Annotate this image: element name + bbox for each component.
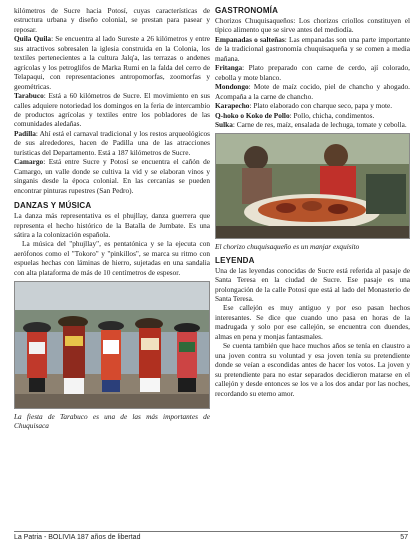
- entry-term: Mondongo: [215, 82, 249, 92]
- entry-text: : Pollo, chicha, condimentos.: [289, 110, 375, 120]
- empanadas-entry: [215, 35, 410, 63]
- tarabuco-entry: [14, 91, 210, 129]
- entry-text: : Está a 60 kilómetros de Sucre. El movimiento en sus calles adquiere notoriedad los domingos en la feria de intercambio de productos agrícolas y textiles entre los pobladores de las comunidades aledañas.: [14, 91, 210, 129]
- karapecho-entry: [215, 101, 410, 110]
- entry-text: : Está entre Sucre y Potosí se encuentra el cañón de Camargo, un valle donde se cultiva la vid y se elaboran vinos y singanis desde la época colonial. En las cercanías se pueden encontrar pinturas rupestres (San Pedro).: [14, 157, 210, 195]
- gastronomia-intro: Chorizos Chuquisaqueños: Los chorizos criollos constituyen el típico alimento que se sirve antes del mediodía.: [215, 16, 410, 35]
- left-column: [14, 6, 210, 431]
- page-footer: [14, 531, 408, 541]
- entry-term: Karapecho: [215, 101, 250, 111]
- fritanga-entry: [215, 63, 410, 82]
- publication-name: La Patria - BOLIVIA 187 años de libertad: [14, 534, 141, 541]
- leyenda-heading: LEYENDA: [215, 255, 255, 265]
- right-column: [215, 6, 410, 398]
- entry-term: Fritanga: [215, 63, 243, 73]
- entry-text: : Se encuentra al lado Sureste a 26 kilómetros y entre sus atractivos sobresalen la iglesia construida en la Colonia, los textiles pertenecientes a la cultura Jalq'a, las terrazas o andenes agrícolas y los petroglifos de Marka Rumi en la falda del cerro de Telapaqui, con representaciones antropomorfas, zoomorfas y geométricas.: [14, 34, 210, 91]
- entry-text: : Las empanadas son una parte importante de la tradicional gastronomía chuquisaqueña y se comen a media mañana.: [215, 34, 410, 63]
- chorizo-photo: [215, 133, 410, 239]
- qhoko-entry: [215, 111, 410, 120]
- entry-text: : Plato preparado con carne de cerdo, ají colorado, cebolla y mote blanco.: [215, 63, 410, 82]
- sulka-entry: [215, 120, 410, 129]
- entry-text: : Carne de res, maíz, ensalada de lechuga, tomate y cebolla.: [232, 119, 407, 129]
- entry-term: Padilla: [14, 128, 36, 138]
- entry-term: Tarabuco: [14, 91, 44, 101]
- tarabuco-festival-photo: [14, 281, 210, 409]
- page-number: 57: [400, 534, 408, 541]
- musica-paragraph: La música del "phujllay", es pentatónica y se la ejecuta con aerófonos como el "Tokoro" y "pinkillos", se marca su ritmo con espuelas hechas con láminas de hierro, sujetadas en una sandalia con alta plataforma de más de 10 centímetros de espesor.: [14, 239, 210, 277]
- padilla-entry: [14, 129, 210, 157]
- tarabuco-festival-illustration: [15, 282, 209, 408]
- photo-caption: La fiesta de Tarabuco es una de las más importantes de Chuquisaca: [14, 412, 210, 431]
- danzas-paragraph: La danza más representativa es el phujllay, danza guerrera que representa el hecho histórico de la Batalla de Jumbate. Es una sátira a la colonización española.: [14, 211, 210, 239]
- leyenda-paragraph-1: Una de las leyendas conocidas de Sucre está referida al pasaje de Santa Teresa en la ciudad de Sucre. Ese pasaje es una prolongación de la calle Potosí que está al lado del Monasterio de Santa Teresa.: [215, 265, 410, 303]
- entry-term: Sulka: [215, 119, 233, 129]
- mondongo-entry: [215, 82, 410, 101]
- entry-term: Camargo: [14, 157, 44, 167]
- intro-paragraph: kilómetros de Sucre hacia Potosí, cuyas características de estructura urbana y diseño colonial, se prestan para pasear y reposar.: [14, 6, 210, 34]
- entry-term: Empanadas o salteñas: [215, 34, 285, 44]
- gastronomia-heading: GASTRONOMÍA: [215, 6, 279, 15]
- chorizo-vendor-illustration: [216, 134, 409, 238]
- quila-quila-entry: [14, 34, 210, 91]
- entry-text: : Plato elaborado con charque seco, papa y mote.: [249, 101, 393, 111]
- entry-text: : Ahí está el carnaval tradicional y los restos arqueológicos de sus alrededores, hacen de Padilla una de las atracciones turísticas del Departamento. Está a 187 kilómetros de Sucre.: [14, 128, 210, 157]
- leyenda-paragraph-2: Ese callejón es muy antiguo y por eso pasan hechos interesantes. Se dice que cuando uno pasa en horas de la madrugada y solo por ese callejón, se encuentra con duendes, almas en pena y monjas fantasmales.: [215, 303, 410, 341]
- leyenda-paragraph-3: Se cuenta también que hace muchos años se tenía en claustro a una joven contra su voluntad y esa joven tenía su pretendiente donde se veían a escondidas antes de hacer los votos. La joven y su pretendiente para no estar separados decidieron matarse en el callejón y desde entonces se los ve a los dos andar por las noches, recordando su eterno amor.: [215, 341, 410, 398]
- photo-caption: El chorizo chuquisaqueño es un manjar exquisito: [215, 242, 360, 252]
- entry-term: Q-hoko o Koko de Pollo: [215, 110, 290, 120]
- danzas-heading: DANZAS Y MÚSICA: [14, 201, 92, 211]
- entry-text: : Mote de maíz cocido, piel de chancho y ahogado. Acompaña a la carne de chancho.: [215, 82, 410, 101]
- camargo-entry: [14, 157, 210, 195]
- entry-term: Quila Quila: [14, 34, 52, 44]
